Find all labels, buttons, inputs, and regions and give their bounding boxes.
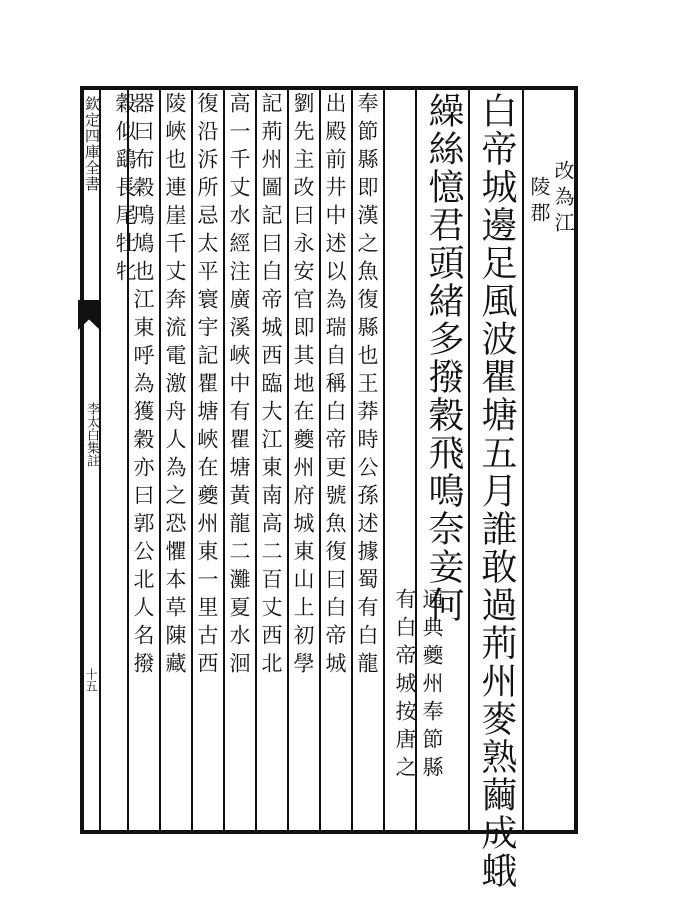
column-rule (383, 90, 385, 830)
commentary-column: 陵峽也連崖千丈奔流電激舟人為之恐懼本草陳藏 (163, 92, 187, 680)
fore-edge-title: 欽定四庫全書 (83, 96, 101, 192)
commentary-column: 出殿前井中述以為瑞自稱白帝更號魚復曰白帝城 (323, 92, 347, 680)
fore-edge-subtitle: 李太白集註 (84, 402, 99, 467)
column-rule (468, 90, 470, 830)
poem-line: 繰絲憶君頭緒多撥穀飛鳴奈妾何 (423, 92, 464, 624)
commentary-column: 器曰布穀鳲鳩也江東呼為獲穀亦曰郭公北人名撥 (131, 92, 155, 680)
commentary-column: 復沿泝所忌太平寰宇記瞿塘峽在夔州東一里古西 (195, 92, 219, 680)
column-rule (351, 90, 353, 830)
commentary-column: 記荊州圖記曰白帝城西臨大江東南高二百丈西北 (259, 92, 283, 680)
column-rule (319, 90, 321, 830)
column-rule (255, 90, 257, 830)
column-rule (191, 90, 193, 830)
commentary-column: 有白帝城按唐之 (393, 588, 417, 784)
commentary-column: 通典夔州奉節縣 (420, 588, 444, 784)
commentary-column: 穀似鷂長尾牡牝 (113, 92, 137, 288)
commentary-column: 奉節縣即漢之魚復縣也王莽時公孫述據蜀有白龍 (355, 92, 379, 680)
commentary-column: 高一千丈水經注廣溪峽中有瞿塘黃龍二灘夏水洄 (227, 92, 251, 680)
column-rule (522, 90, 524, 830)
page-number: 十五 (84, 668, 98, 692)
column-rule (287, 90, 289, 830)
commentary-column: 劉先主改曰永安官即其地在夔州府城東山上初學 (291, 92, 315, 680)
column-rule (223, 90, 225, 830)
annotation-column: 陵郡 (527, 176, 551, 228)
column-rule (159, 90, 161, 830)
annotation-column: 改為江 (551, 160, 575, 238)
column-rule (99, 90, 101, 830)
poem-line: 白帝城邊足風波瞿塘五月誰敢過荊州麥熟繭成蛾 (476, 92, 517, 890)
